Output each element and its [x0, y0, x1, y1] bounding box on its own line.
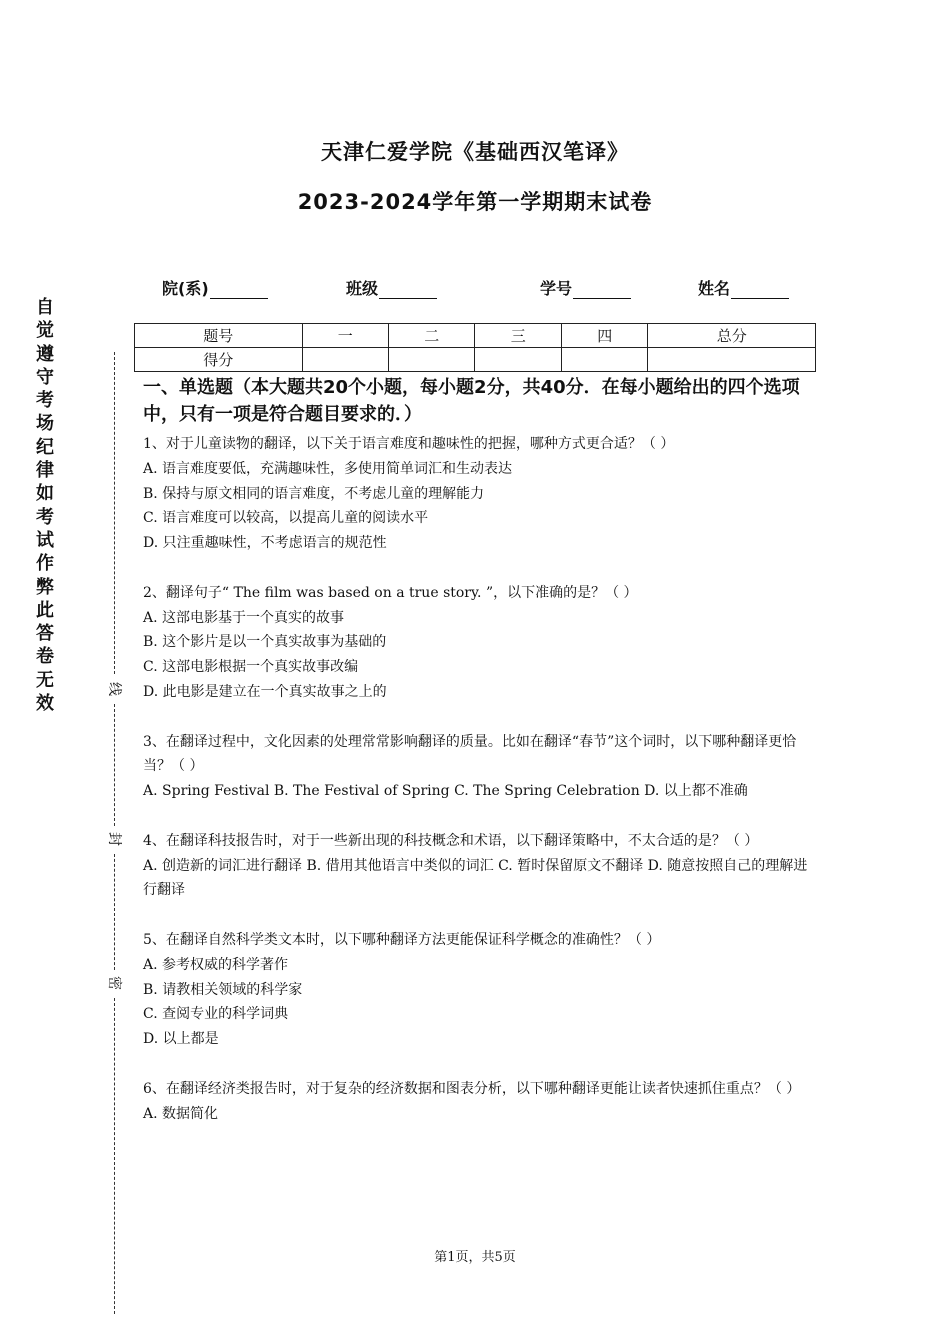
field-class	[346, 276, 437, 299]
option: C. 这部电影根据一个真实故事改编	[143, 659, 359, 676]
exam-content	[143, 374, 819, 1126]
field-label: 学号	[540, 279, 573, 298]
question-stem: 3、在翻译过程中，文化因素的处理常常影响翻译的质量。比如在翻译“春节”这个词时，以下哪种翻译更恰当？（ ）	[143, 733, 797, 775]
notice-char: 作	[36, 553, 54, 575]
notice-char: 试	[36, 529, 54, 551]
question-stem: 6、在翻译经济类报告时，对于复杂的经济数据和图表分析，以下哪种翻译更能让读者快速抓住重点？（ ）	[143, 1080, 801, 1097]
score-table-header-row	[135, 324, 816, 348]
score-cell	[648, 348, 816, 372]
binding-mark-xian: 线	[106, 682, 122, 696]
binding-mark-mi: 密	[106, 976, 122, 990]
option: A. 数据简化	[143, 1105, 219, 1122]
score-cell: 总分	[648, 324, 816, 348]
field-label: 院(系)	[162, 279, 209, 298]
exam-title-line1: 天津仁爱学院《基础西汉笔译》	[321, 140, 629, 164]
notice-char: 自	[36, 297, 54, 318]
option: C. 语言难度可以较高，以提高儿童的阅读水平	[143, 510, 429, 527]
option: B. 保持与原文相同的语言难度，不考虑儿童的理解能力	[143, 485, 485, 502]
notice-char: 纪	[36, 436, 54, 458]
field-label: 班级	[346, 279, 379, 298]
notice-char: 卷	[36, 646, 54, 668]
option: D. 以上都是	[143, 1031, 219, 1048]
question-stem: 1、对于儿童读物的翻译，以下关于语言难度和趣味性的把握，哪种方式更合适？（ ）	[143, 436, 675, 452]
binding-dashed-line	[114, 704, 115, 826]
question-stem: 5、在翻译自然科学类文本时，以下哪种翻译方法更能保证科学概念的准确性？（ ）	[143, 931, 661, 948]
notice-char: 考	[36, 506, 54, 528]
notice-char: 效	[36, 693, 54, 715]
binding-dashed-line	[114, 998, 115, 1314]
notice-char: 场	[36, 413, 54, 435]
option: D. 只注重趣味性，不考虑语言的规范性	[143, 535, 387, 552]
option: A. 语言难度要低，充满趣味性，多使用简单词汇和生动表达	[143, 460, 513, 477]
binding-dashed-line	[114, 352, 115, 674]
notice-char: 答	[36, 623, 54, 645]
option: A. Spring Festival B. The Festival of Spring C. The Spring Celebration D. 以上都不准确	[143, 783, 748, 800]
field-name	[698, 276, 789, 299]
notice-char: 无	[36, 669, 54, 691]
score-cell: 二	[388, 324, 474, 348]
notice-char: 觉	[36, 320, 54, 342]
score-table	[134, 323, 816, 372]
binding-dashed-line	[114, 854, 115, 970]
score-cell: 一	[302, 324, 388, 348]
score-cell: 三	[475, 324, 561, 348]
notice-char: 遵	[36, 343, 54, 365]
score-cell: 得分	[135, 348, 303, 372]
score-table-score-row	[135, 348, 816, 372]
notice-char: 守	[36, 366, 54, 388]
question-stem: 4、在翻译科技报告时，对于一些新出现的科技概念和术语，以下翻译策略中，不太合适的是？（ ）	[143, 832, 759, 849]
notice-char: 如	[36, 483, 54, 505]
score-cell	[475, 348, 561, 372]
exam-discipline-notice	[33, 296, 57, 715]
field-blank[interactable]	[379, 282, 437, 299]
page-footer: 第1页，共5页	[434, 1250, 516, 1265]
score-cell	[561, 348, 647, 372]
score-cell	[302, 348, 388, 372]
option: D. 此电影是建立在一个真实故事之上的	[143, 683, 387, 700]
binding-mark-feng: 封	[106, 832, 122, 846]
score-cell: 四	[561, 324, 647, 348]
option: A. 参考权威的科学著作	[143, 956, 289, 973]
option: A. 创造新的词汇进行翻译 B. 借用其他语言中类似的词汇 C. 暂时保留原文不翻译 D. 随意按照自己的理解进行翻译	[143, 857, 808, 899]
exam-title-line2: 2023-2024学年第一学期期末试卷	[297, 190, 653, 214]
field-blank[interactable]	[210, 282, 268, 299]
question-stem: 2、翻译句子“ The film was based on a true story. ”，以下准确的是？（ ）	[143, 584, 638, 601]
field-department	[162, 276, 268, 299]
notice-char: 此	[36, 599, 54, 621]
score-cell: 题号	[135, 324, 303, 348]
field-student-id	[540, 276, 631, 299]
notice-char: 弊	[36, 576, 54, 598]
option: A. 这部电影基于一个真实的故事	[143, 609, 345, 626]
option: C. 查阅专业的科学词典	[143, 1006, 289, 1023]
option: B. 请教相关领域的科学家	[143, 981, 303, 998]
option: B. 这个影片是以一个真实故事为基础的	[143, 634, 387, 651]
field-blank[interactable]	[573, 282, 631, 299]
field-label: 姓名	[698, 279, 731, 298]
notice-char: 考	[36, 390, 54, 412]
question-list	[143, 432, 819, 1126]
student-info-fields	[0, 276, 950, 300]
field-blank[interactable]	[731, 282, 789, 299]
section-heading: 一、单选题（本大题共20个小题，每小题2分，共40分．在每小题给出的四个选项中，只有一项是符合题目要求的．）	[143, 377, 800, 425]
notice-char: 律	[36, 460, 54, 482]
score-cell	[388, 348, 474, 372]
